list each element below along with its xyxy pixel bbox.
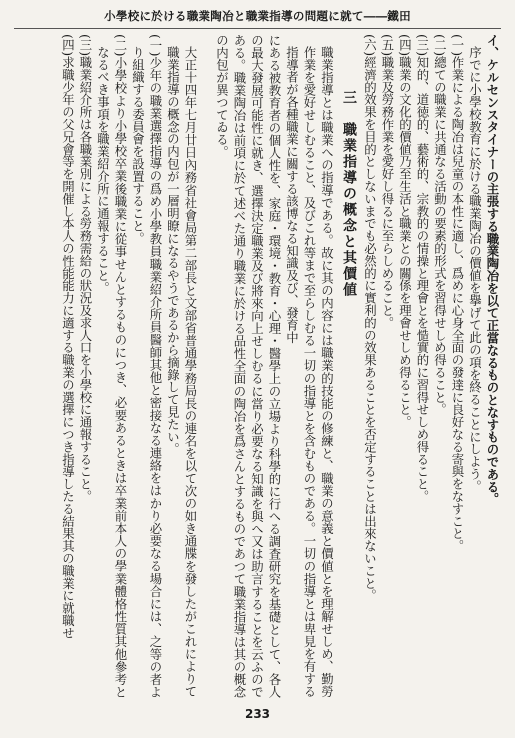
list-item: (一)作業による陶冶は兒童の本性に適し、爲めに心身全面の發達に良好なる寄與をなすこと。	[450, 34, 465, 553]
list-item: (一)少年の職業選擇指導の爲め小學教員職業紹介所員醫師其他と密接なる連絡をはかり必要なる場合には、之等の者より組織する委員會を設置すること。	[130, 34, 163, 698]
running-head-text: 小學校に於ける職業陶冶と職業指導の問題に就て――鐵田	[104, 9, 411, 23]
section-heading: 三 職業指導の概念と其價値	[341, 90, 357, 298]
vertical-text-block	[16, 34, 501, 698]
list-item: (二)小學校より小學校卒業後職業に從事せんとするものにつき、必要あるときは卒業前本人の學業體格性質其他參考となるべき事項を職業紹介所に通報すること。	[95, 34, 128, 698]
page-number: 233	[244, 707, 271, 721]
paragraph: 大正十四年七月廿日內務省社會局第二部長と文部省普通學務局長の連名を以て次の如き通牒を發したがこれによりて職業指導の概念の内包が一層明瞭になるやうであるから摘錄して見たい。	[165, 46, 198, 698]
list-item: (六)經濟的效果を目的としないまでも必然的に實利的の效果あることを否定することは出來ないこと。	[362, 34, 378, 602]
paragraph: 職業指導とは職業への指導である。故に其の内容には職業的技能の修練と、職業の意義と價値とを理解せしめ、勤勞作業を愛好せしむること、及びこれ等まで至らしむる一切の指導とを含むものである。一切の指導とは卑見を有する指導者が各種職業に關する該博なる知識及び、發育中	[284, 46, 335, 698]
head-rule	[14, 28, 501, 29]
list-item: (四)求職少年の父兄會等を開催し本人の性能能力に適する職業の選擇につき指導したる結果其の職業に就職せ	[60, 34, 76, 639]
list-item: (四)職業の文化的價値乃至生活と職業との關係を理會せしめ得ること。	[397, 34, 413, 429]
paragraph: にある被教育者の個人性を、家庭・環境・教育・心理・醫學上の立場より科學的に行へる調査研究を基礎として、各人の最大發展可能性に就き、選擇決定職業及び將來向上せしむるに當り必要なる知識を與へ又は助言することを云ふのである。職業陶冶は前項に於て述べた通り職業に於ける品性全面の陶冶を爲さんとするものであつて職業指導は其の概念の内包が異つてゐる。	[214, 34, 282, 698]
paragraph: イ、ケルセンスタイナーの主張する職業陶冶を以て正當なるものとなすものである。	[485, 34, 500, 506]
list-item: (三)職業紹介所は各職業別による勞務需給の狀況及求人口を小學校に通報すること。	[78, 34, 93, 503]
running-head	[0, 8, 515, 24]
list-item: (二)總ての職業に共通なる活動の要素的形式を習得せしめ得ること。	[432, 34, 448, 416]
list-item: (三)知的、道徳的、藝術的、宗教的の情操と理會とを慥實的に習得せしめ得ること。	[415, 34, 430, 503]
list-item: (五)職業及勞務作業を愛好し得るに至らしめること。	[380, 34, 395, 329]
paragraph: 序でに小學校教育に於ける職業陶冶の價値を擧げて此の項を終ることにしよう。	[467, 46, 483, 493]
